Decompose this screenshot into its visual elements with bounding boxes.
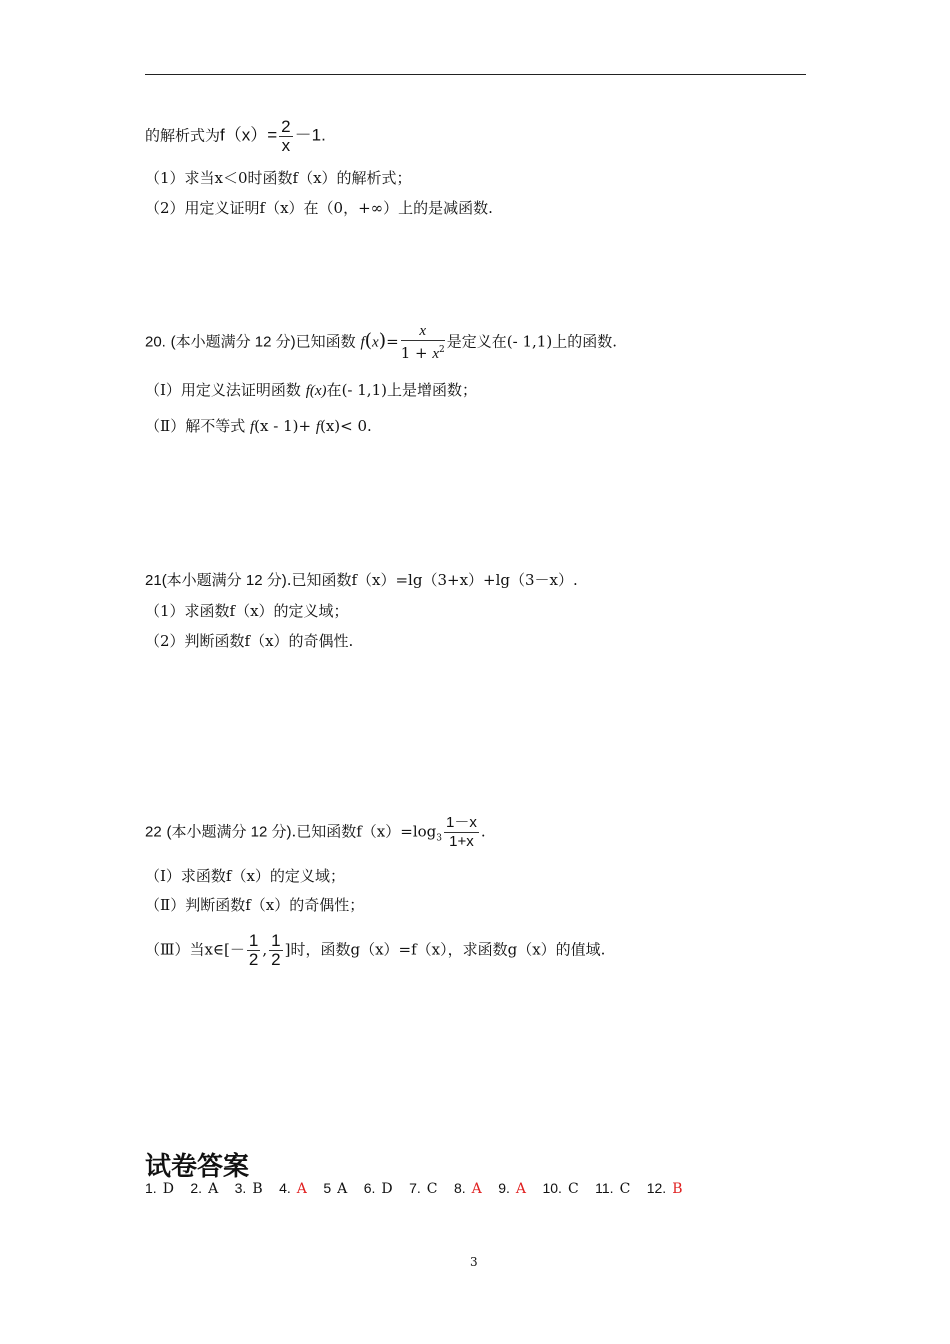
q20-frac-den-a: 1 + (400, 344, 433, 362)
q20-part1 (145, 380, 477, 401)
answer-item: 1. D (145, 1180, 174, 1197)
q20-mid: 是定义在 (446, 332, 507, 351)
answer-item: 9. A (498, 1180, 527, 1197)
q20-p2-lead: （Ⅱ）解不等式 (145, 417, 246, 435)
answer-letter: C (567, 1181, 579, 1197)
q20-f: f (360, 334, 365, 351)
q20-p2-expr-d: (x)< 0 (319, 417, 368, 435)
q19-part2: （2）用定义证明f（x）在（0，+∞）上的是减函数. (145, 199, 493, 217)
q20-p2-expr-a: f (249, 419, 255, 435)
answer-item: 12. B (646, 1180, 683, 1197)
q21-score: (本小题满分 12 分) (161, 572, 287, 589)
q21-part2: （2）判断函数f（x）的奇偶性. (145, 632, 354, 650)
q20-p1-mid: 在 (326, 381, 342, 399)
q20-interval: (- 1,1) (506, 332, 553, 351)
answer-item: 11. C (595, 1180, 631, 1197)
q19-frac-den: x (281, 136, 291, 155)
q20-score: (本小题满分 12 分) (170, 333, 296, 351)
q22-p3-frac2-num: 1 (271, 931, 281, 950)
answer-letter: D (381, 1181, 393, 1197)
q20-frac-den-x: x (432, 346, 440, 362)
answer-item: 2. A (190, 1180, 219, 1197)
q20-p1-lead: （Ⅰ）用定义法证明函数 (145, 381, 301, 399)
q22-fraction (444, 814, 479, 851)
q20-p1-tail: 上是增函数； (386, 381, 477, 399)
q22-frac-den: 1+x (449, 833, 474, 850)
q22-p3-comma: , (262, 940, 268, 959)
q22-frac-num: 1－x (446, 814, 477, 831)
q22-stem (145, 814, 486, 851)
answers-title: 试卷答案 (145, 1152, 250, 1182)
answer-item: 5 A (323, 1180, 348, 1197)
answer-item: 7. C (409, 1180, 438, 1197)
q20-frac-den-sup: 2 (439, 345, 445, 355)
header-rule (145, 74, 806, 75)
q21-part1: （1）求函数f（x）的定义域； (145, 602, 349, 620)
answer-letter: D (162, 1181, 174, 1197)
q20-x: x (372, 334, 379, 351)
q22-number: 22 (145, 823, 162, 841)
q22-lead: .已知函数f（x）=log (291, 822, 437, 841)
answer-item: 6. D (363, 1180, 393, 1197)
q19-part1: （1）求当x＜0时函数f（x）的解析式； (145, 169, 412, 187)
answer-letter: C (426, 1181, 438, 1197)
answer-letter: B (672, 1181, 683, 1197)
q21-lead: .已知函数f（x）=lg（3+x）+lg（3－x）. (286, 571, 578, 589)
q20-fraction (401, 322, 445, 363)
q22-p3-frac1 (247, 932, 260, 969)
q20-stem: 20. (本小题满分 12 分)已知函数 f(x)= $\frac{x}{1 + x^2}$ 是定义在(- 1,1)上的函数. (145, 323, 617, 362)
q22-part3 (145, 932, 605, 969)
q22-p3-lead: （Ⅲ）当x∈[－ (145, 940, 245, 959)
q19-fraction (279, 118, 292, 155)
q19-tail: －1. (294, 125, 326, 145)
q19-fx: f（x）= (220, 125, 278, 145)
answer-letter: A (337, 1181, 348, 1197)
q20-lead: 已知函数 (295, 332, 356, 351)
q19-frac-num: 2 (281, 117, 291, 136)
answer-letter: A (296, 1181, 307, 1197)
q21-stem (145, 570, 578, 591)
q20-eq: = (386, 332, 399, 351)
q22-part1: （Ⅰ）求函数f（x）的定义域； (145, 867, 345, 885)
q20-p1-f: f (305, 383, 310, 399)
q21-number: 21 (145, 572, 162, 589)
answer-item: 4. A (279, 1180, 307, 1197)
q20-p1-interval: (- 1,1) (341, 381, 387, 399)
answer-item: 10. C (542, 1180, 579, 1197)
q20-number: 20. (145, 333, 166, 351)
q22-p3-frac2 (269, 932, 282, 969)
answer-item: 3. B (234, 1180, 263, 1197)
answer-letter: C (619, 1181, 631, 1197)
q22-p3-frac1-num: 1 (248, 931, 259, 950)
q20-p2-expr-c: f (315, 419, 320, 435)
answer-letter: A (515, 1181, 527, 1197)
q19-lead: 的解析式为 (145, 126, 221, 145)
q20-p2-tail: . (367, 417, 372, 435)
q22-part2: （Ⅱ）判断函数f（x）的奇偶性； (145, 896, 365, 914)
answers-list (145, 1180, 695, 1197)
q22-p3-frac1-den: 2 (248, 950, 259, 969)
q20-part2 (145, 416, 372, 437)
q22-p3-frac2-den: 2 (271, 950, 281, 969)
answer-letter: B (252, 1181, 263, 1197)
q22-p3-tail: ]时，函数g（x）=f（x），求函数g（x）的值域. (284, 940, 606, 959)
q20-frac-num: x (401, 322, 445, 341)
q20-tail: 上的函数. (552, 332, 617, 351)
q22-score: (本小题满分 12 分) (166, 823, 292, 841)
page-number: 3 (470, 1255, 478, 1269)
q20-p1-x: (x) (309, 383, 327, 399)
q19-formula-line (145, 118, 326, 155)
q22-log-base: 3 (436, 833, 442, 844)
answer-letter: A (208, 1181, 219, 1197)
q20-p2-expr-b: (x - 1)+ (254, 417, 316, 435)
q22-tail: . (480, 822, 486, 841)
answer-letter: A (471, 1181, 482, 1197)
answer-item: 8. A (453, 1180, 482, 1197)
